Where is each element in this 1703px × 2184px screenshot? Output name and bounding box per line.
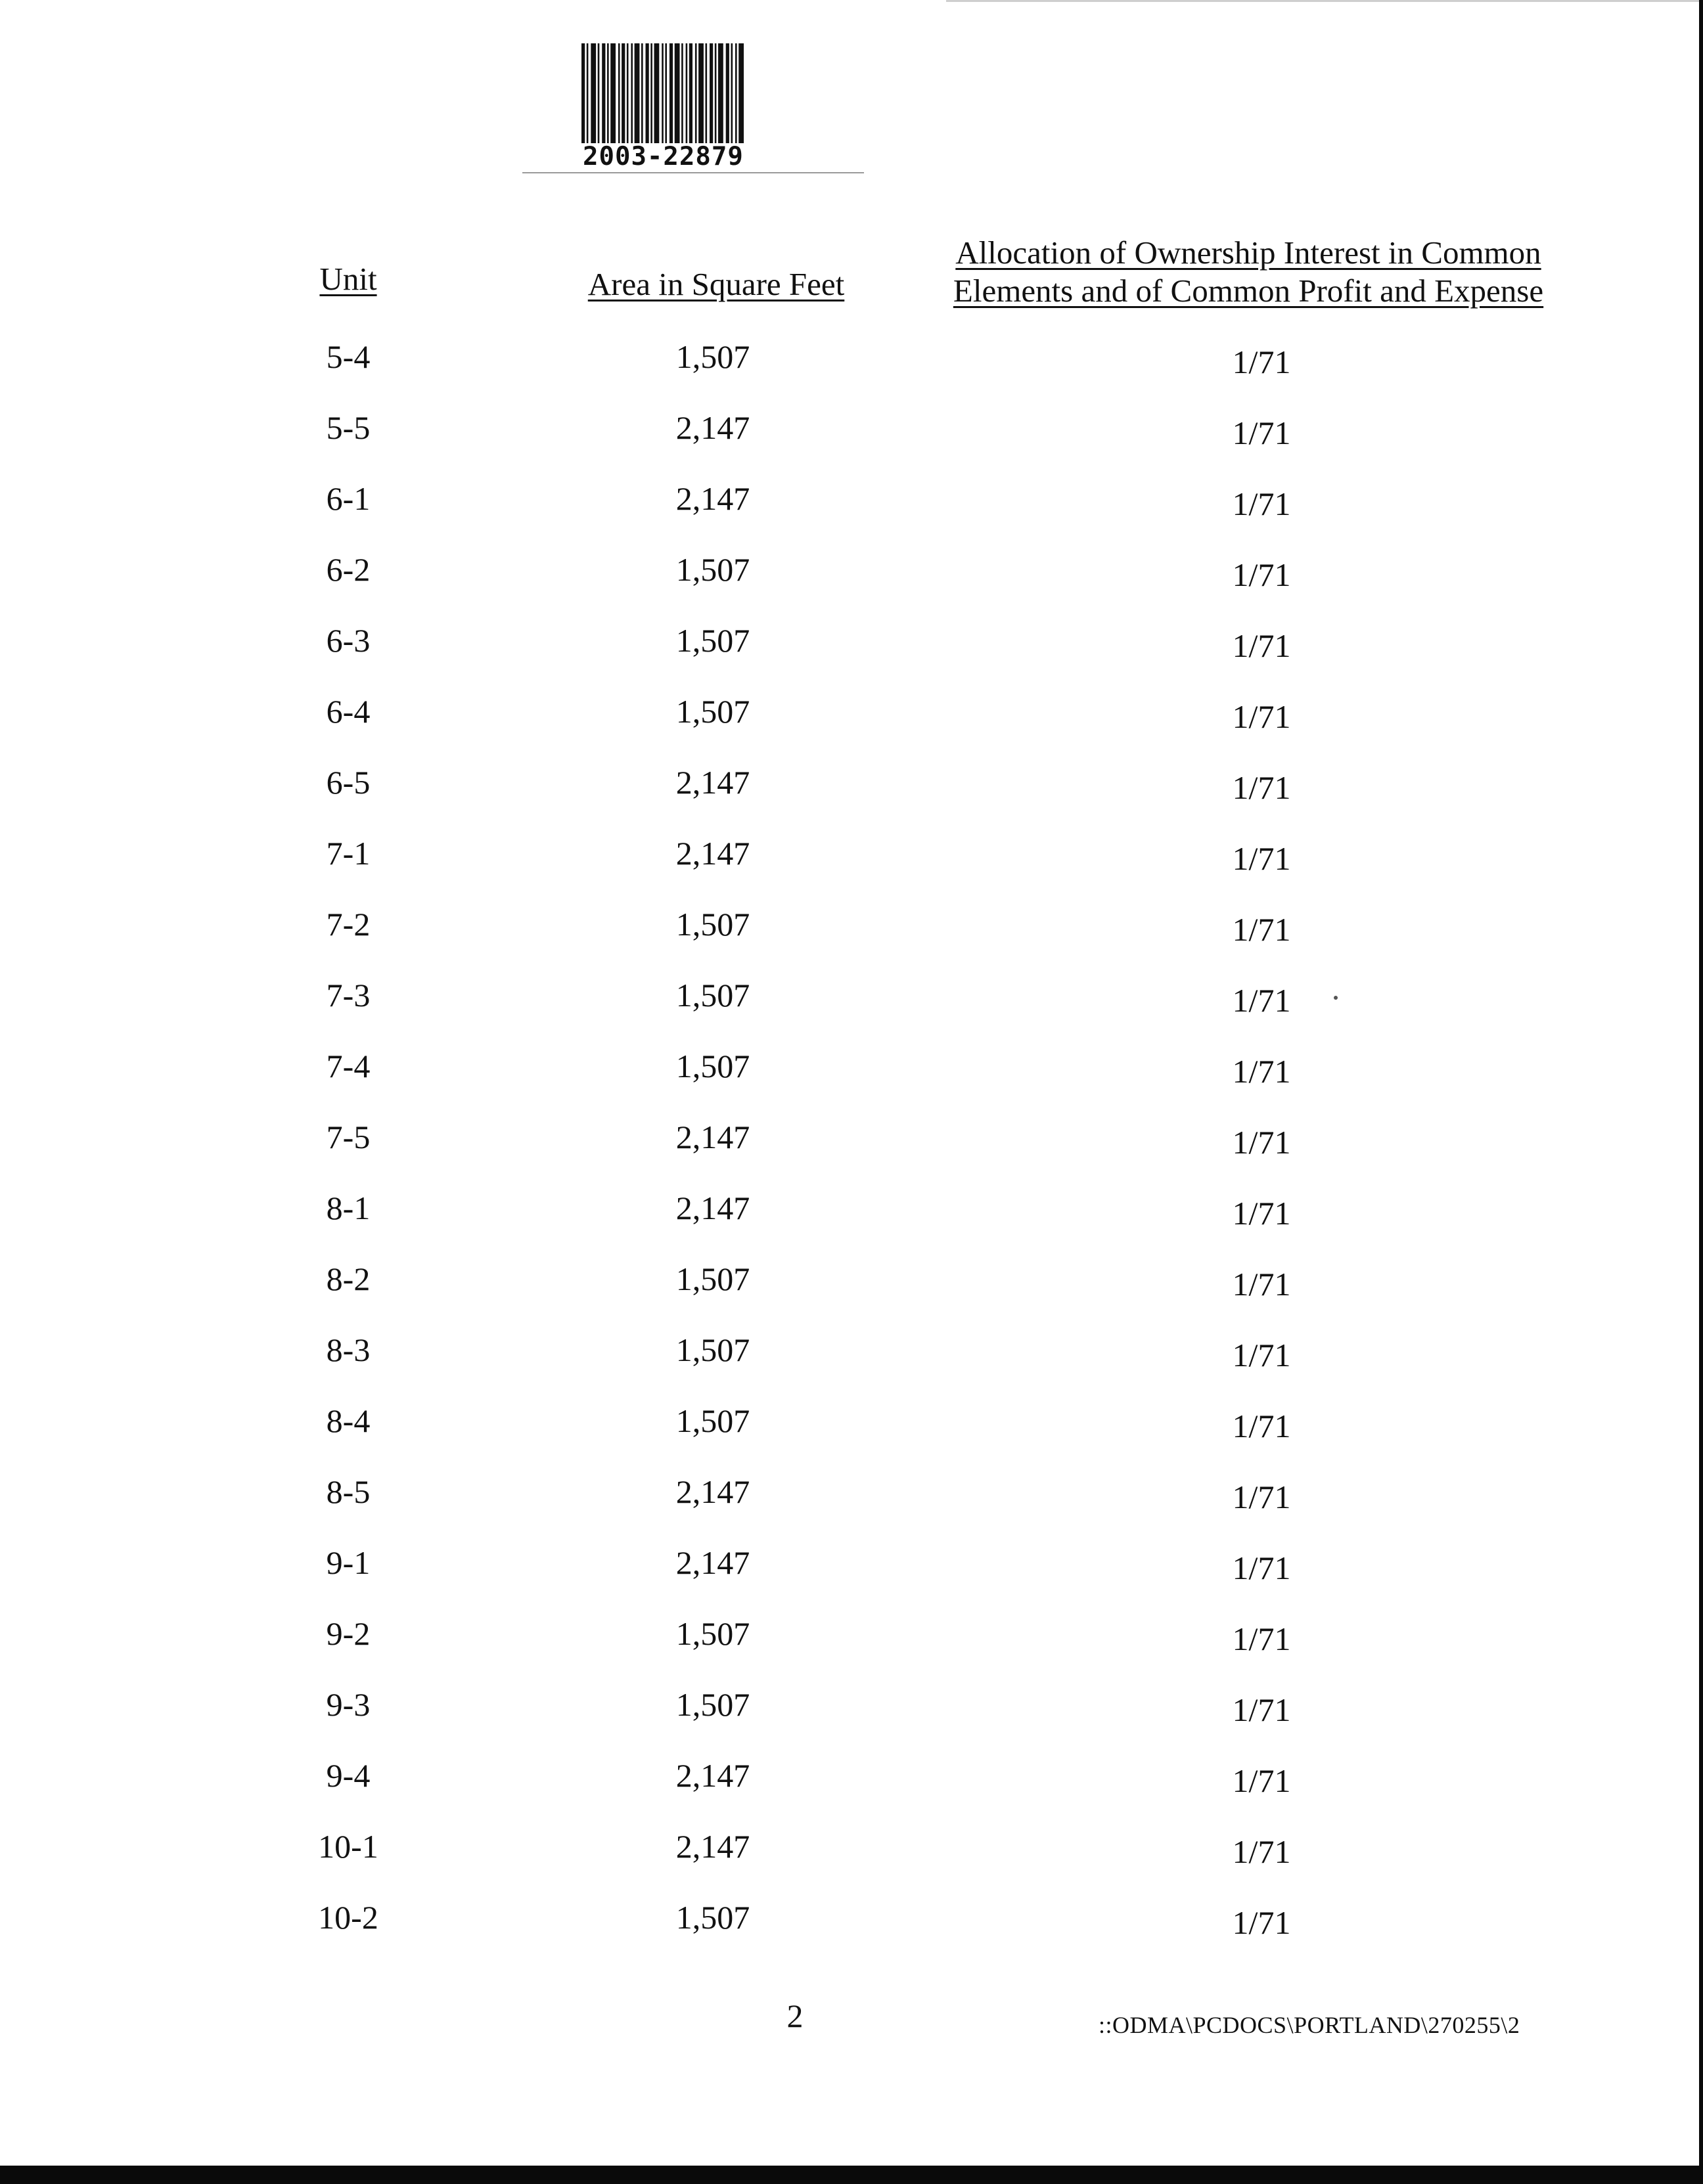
unit-cell: 8-5 [326,1473,371,1510]
area-cell: 2,147 [675,835,750,872]
table-row [0,1044,1703,1115]
table-row [0,406,1703,477]
allocation-cell: 1/71 [1232,1620,1291,1657]
unit-cell: 10-1 [318,1828,378,1865]
allocation-cell: 1/71 [1232,769,1291,806]
table-row [0,335,1703,406]
unit-cell: 6-5 [326,764,371,801]
area-cell: 1,507 [675,338,750,375]
unit-cell: 7-5 [326,1119,371,1155]
area-cell: 1,507 [675,693,750,730]
table-row [0,477,1703,548]
allocation-cell: 1/71 [1232,1479,1291,1515]
area-cell: 1,507 [675,1048,750,1084]
allocation-cell: 1/71 [1232,911,1291,948]
area-cell: 2,147 [675,1544,750,1581]
area-cell: 1,507 [675,1260,750,1297]
page-number: 2 [786,1997,804,2034]
table-row [0,1257,1703,1328]
area-cell: 2,147 [675,1473,750,1510]
table-row [0,1541,1703,1612]
allocation-cell: 1/71 [1232,485,1291,522]
allocation-cell: 1/71 [1232,627,1291,664]
allocation-cell: 1/71 [1232,982,1291,1019]
area-cell: 2,147 [675,1757,750,1794]
document-path: ::ODMA\PCDOCS\PORTLAND\270255\2 [1099,2012,1520,2038]
area-cell: 1,507 [675,1402,750,1439]
allocation-cell: 1/71 [1232,414,1291,451]
column-header-allocation-line1: Allocation of Ownership Interest in Common [955,234,1541,271]
unit-cell: 6-4 [326,693,371,730]
allocation-cell: 1/71 [1232,1904,1291,1941]
unit-cell: 7-3 [326,977,371,1014]
barcode-underline [522,172,864,173]
area-cell: 1,507 [675,977,750,1014]
unit-cell: 6-3 [326,622,371,659]
allocation-cell: 1/71 [1232,1691,1291,1728]
area-cell: 2,147 [675,480,750,517]
unit-cell: 8-3 [326,1331,371,1368]
barcode-bars [581,43,878,143]
unit-cell: 5-4 [326,338,371,375]
allocation-cell: 1/71 [1232,556,1291,593]
area-cell: 1,507 [675,1615,750,1652]
table-row [0,903,1703,973]
unit-cell: 9-4 [326,1757,371,1794]
allocation-cell: 1/71 [1232,840,1291,877]
column-header-area: Area in Square Feet [587,266,845,302]
unit-cell: 5-5 [326,409,371,446]
table-row [0,1328,1703,1399]
unit-cell: 7-4 [326,1048,371,1084]
area-cell: 2,147 [675,409,750,446]
unit-cell: 10-2 [318,1899,378,1936]
allocation-cell: 1/71 [1232,698,1291,735]
allocation-cell: 1/71 [1232,1053,1291,1090]
allocation-cell: 1/71 [1232,1124,1291,1161]
table-row [0,1470,1703,1541]
area-cell: 1,507 [675,1899,750,1936]
table-row [0,761,1703,832]
table-row [0,1186,1703,1257]
barcode-number: 2003-22879 [583,142,744,171]
table-row [0,690,1703,761]
allocation-cell: 1/71 [1232,1195,1291,1232]
unit-cell: 6-1 [326,480,371,517]
area-cell: 1,507 [675,1331,750,1368]
area-cell: 1,507 [675,1686,750,1723]
table-row [0,1683,1703,1754]
unit-cell: 8-2 [326,1260,371,1297]
unit-cell: 8-1 [326,1190,371,1226]
unit-cell: 7-2 [326,906,371,943]
area-cell: 2,147 [675,764,750,801]
area-cell: 2,147 [675,1190,750,1226]
allocation-cell: 1/71 [1232,1408,1291,1444]
area-cell: 1,507 [675,622,750,659]
table-row [0,1612,1703,1683]
allocation-cell: 1/71 [1232,344,1291,380]
allocation-cell: 1/71 [1232,1833,1291,1870]
scan-edge-top [946,0,1699,2]
table-row [0,832,1703,903]
allocation-cell: 1/71 [1232,1266,1291,1303]
column-header-allocation-line2: Elements and of Common Profit and Expense [953,273,1544,309]
table-row [0,548,1703,619]
unit-cell: 9-2 [326,1615,371,1652]
unit-cell: 8-4 [326,1402,371,1439]
table-row [0,1115,1703,1186]
unit-cell: 9-1 [326,1544,371,1581]
allocation-cell: 1/71 [1232,1337,1291,1373]
allocation-cell: 1/71 [1232,1549,1291,1586]
table-row [0,1825,1703,1896]
area-cell: 1,507 [675,906,750,943]
unit-cell: 6-2 [326,551,371,588]
scan-edge-bottom [0,2166,1703,2184]
allocation-cell: 1/71 [1232,1762,1291,1799]
area-cell: 1,507 [675,551,750,588]
unit-table [0,335,1703,1967]
unit-cell: 7-1 [326,835,371,872]
table-row [0,973,1703,1044]
area-cell: 2,147 [675,1119,750,1155]
table-row [0,619,1703,690]
area-cell: 2,147 [675,1828,750,1865]
column-header-unit: Unit [319,261,377,297]
column-header-allocation [920,234,1577,310]
table-row [0,1896,1703,1967]
table-row [0,1754,1703,1825]
barcode [581,43,884,175]
unit-cell: 9-3 [326,1686,371,1723]
table-row [0,1399,1703,1470]
